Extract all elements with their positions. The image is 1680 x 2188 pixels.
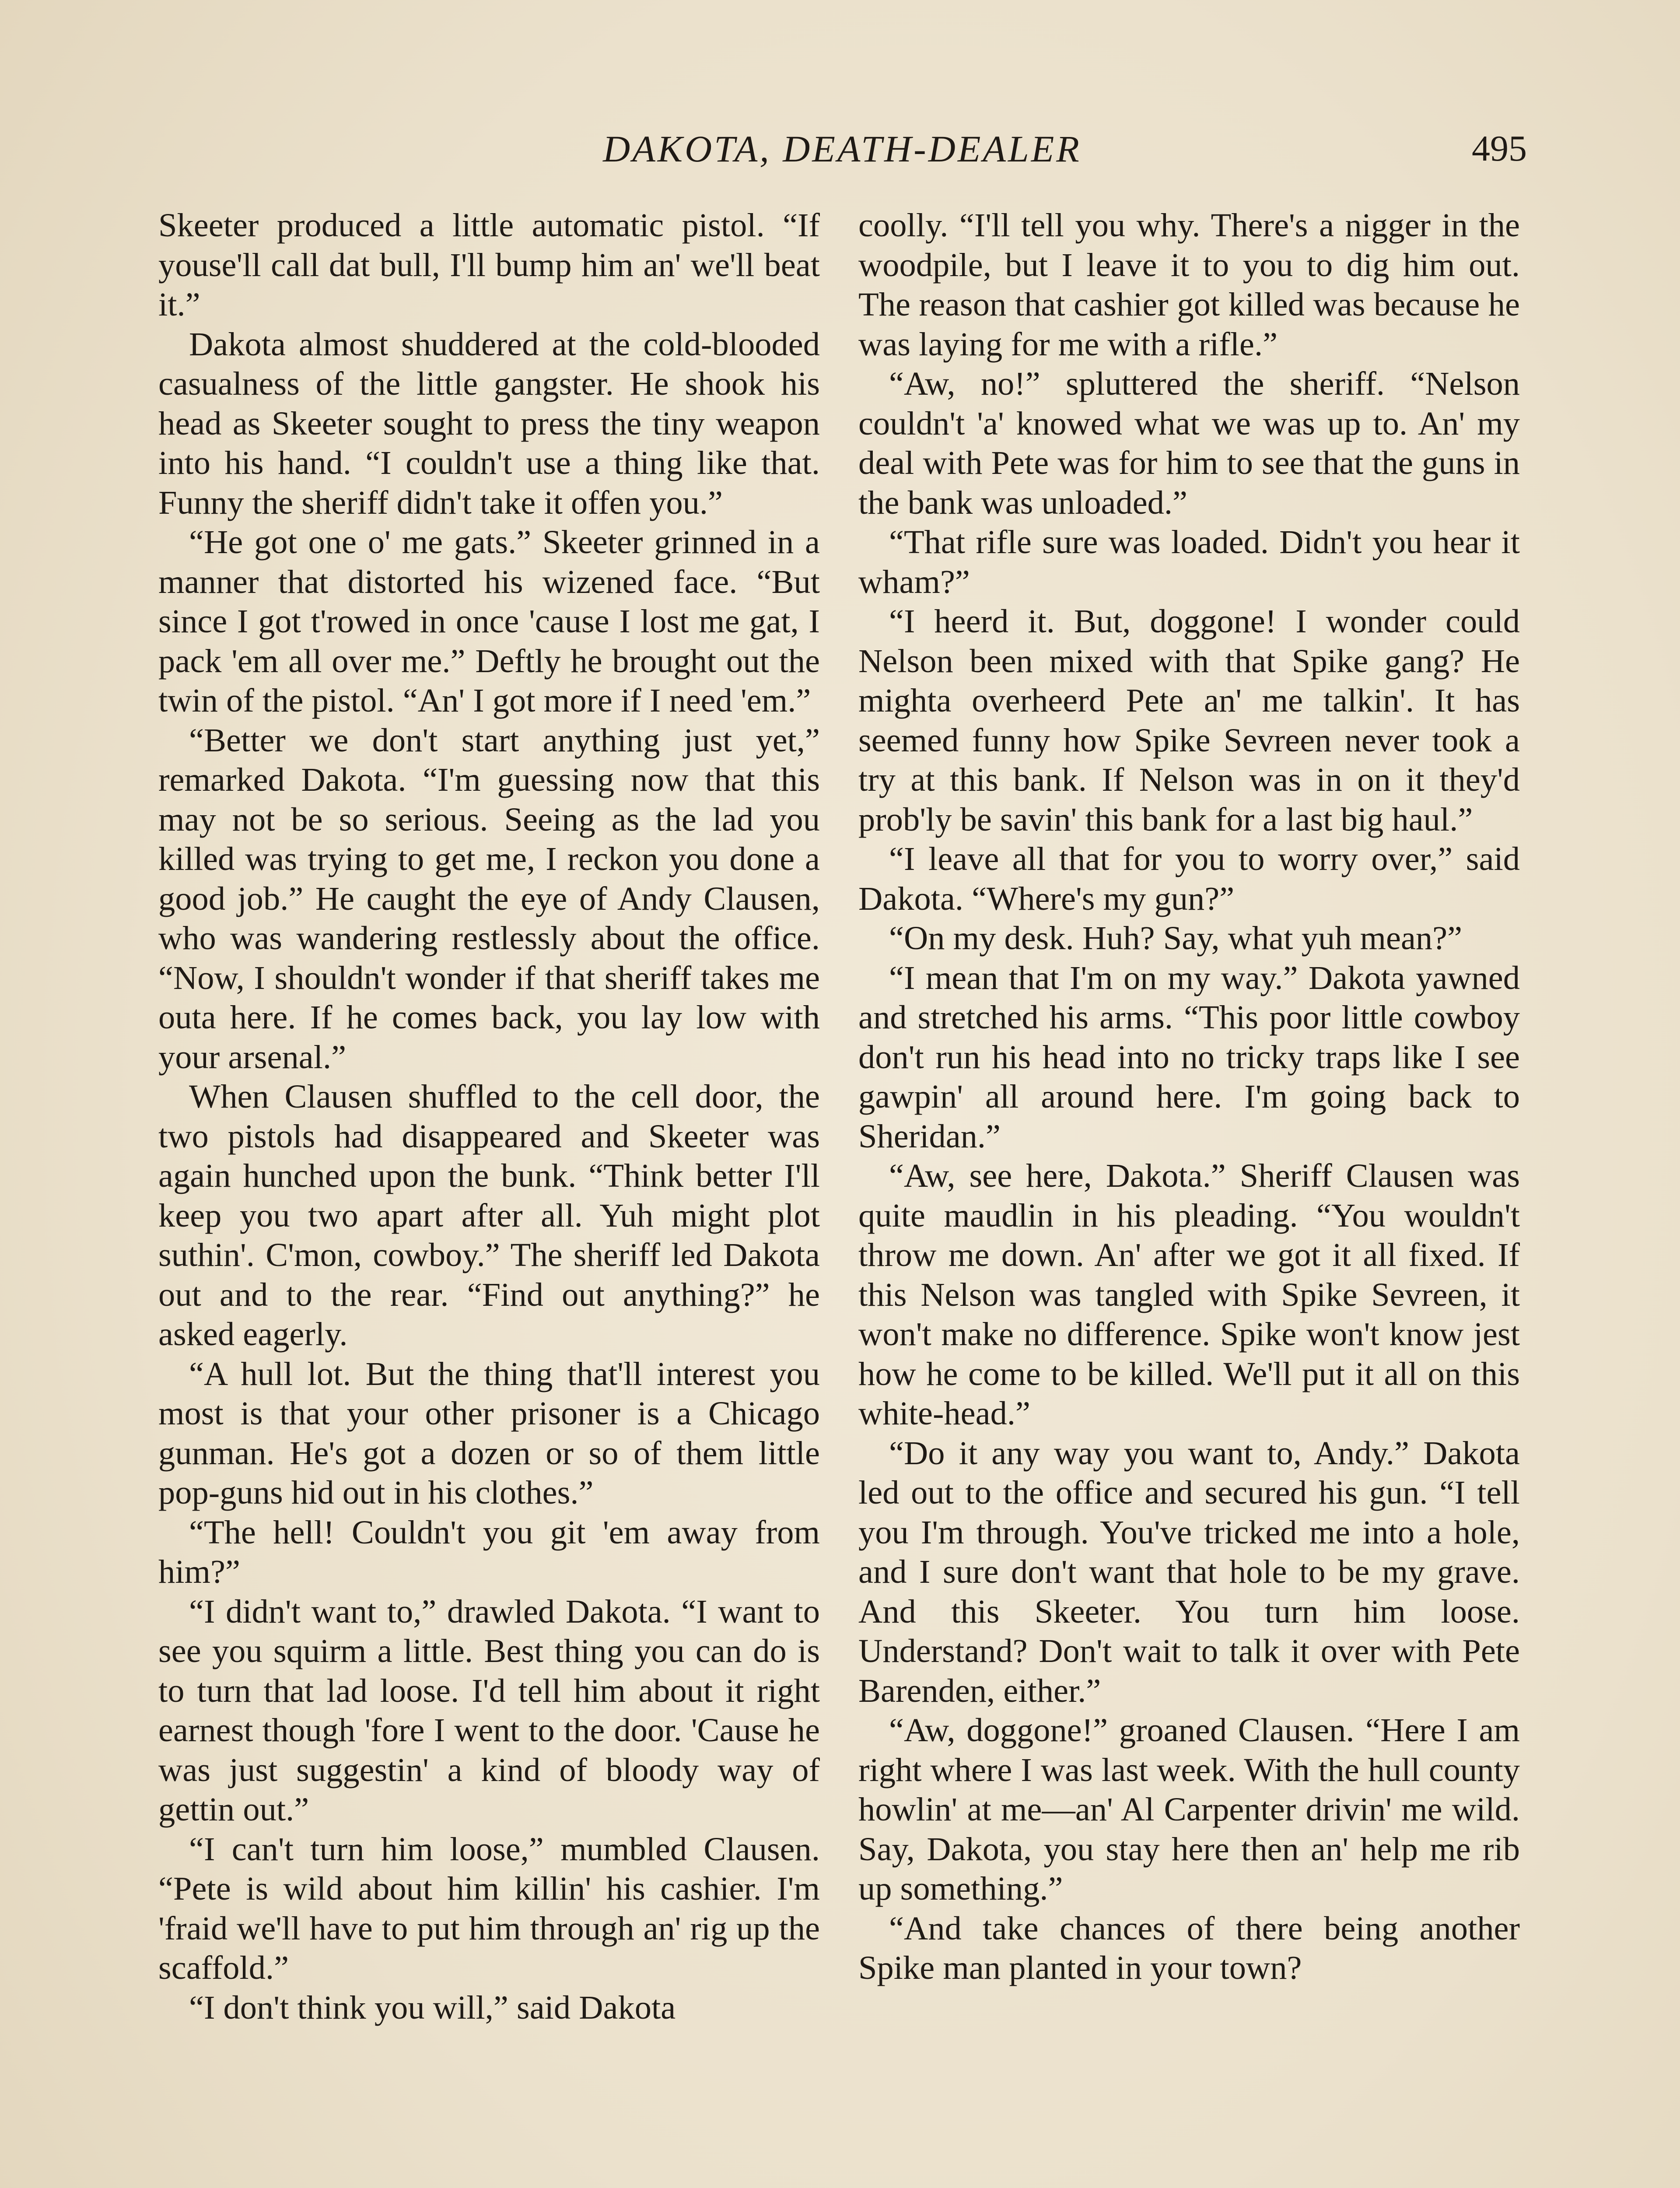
paragraph: “I didn't want to,” drawled Dakota. “I want to see you squirm a little. Best thing you can do is to turn that lad loose. I'd tell him about it right earnest though 'fore I went to the door. 'Cause he was just suggestin' a kind of bloody way of gettin out.”	[158, 1592, 820, 1828]
paragraph: “That rifle sure was loaded. Didn't you hear it wham?”	[858, 523, 1520, 600]
paragraph: “The hell! Couldn't you git 'em away from him?”	[158, 1513, 820, 1590]
right-column	[858, 206, 1520, 1988]
paragraph: “On my desk. Huh? Say, what yuh mean?”	[889, 919, 1463, 957]
paragraph: “A hull lot. But the thing that'll interest you most is that your other prisoner is a Chicago gunman. He's got a dozen or so of them little pop-guns hid out in his clothes.”	[158, 1355, 820, 1511]
paragraph: Dakota almost shuddered at the cold-blooded casualness of the little gangster. He shook his head as Skeeter sought to press the tiny weapon into his hand. “I couldn't use a thing like that. Funny the sheriff didn't take it offen you.”	[158, 325, 820, 521]
paragraph: “Aw, doggone!” groaned Clausen. “Here I am right where I was last week. With the hull county howlin' at me—an' Al Carpenter drivin' me wild. Say, Dakota, you stay here then an' help me rib up something.”	[858, 1711, 1520, 1907]
paragraph: “He got one o' me gats.” Skeeter grinned in a manner that distorted his wizened face. “But since I got t'rowed in once 'cause I lost me gat, I pack 'em all over me.” Deftly he brought out the twin of the pistol. “An' I got more if I need 'em.”	[158, 523, 820, 719]
paragraph: “Aw, no!” spluttered the sheriff. “Nelson couldn't 'a' knowed what we was up to. An' my deal with Pete was for him to see that the guns in the bank was unloaded.”	[858, 365, 1520, 521]
paragraph: When Clausen shuffled to the cell door, the two pistols had disappeared and Skeeter was again hunched upon the bunk. “Think better I'll keep you two apart after all. Yuh might plot suthin'. C'mon, cowboy.” The sheriff led Dakota out and to the rear. “Find out anything?” he asked eagerly.	[158, 1078, 820, 1353]
paragraph: “Aw, see here, Dakota.” Sheriff Clausen was quite maudlin in his pleading. “You wouldn't throw me down. An' after we got it all fixed. If this Nelson was tangled with Spike Sevreen, it won't make no difference. Spike won't know jest how he come to be killed. We'll put it all on this white-head.”	[858, 1157, 1520, 1432]
paragraph: “Do it any way you want to, Andy.” Dakota led out to the office and secured his gun. “I tell you I'm through. You've tricked me into a hole, and I sure don't want that hole to be my grave. And this Skeeter. You turn him loose. Understand? Don't wait to talk it over with Pete Barenden, either.”	[858, 1434, 1520, 1709]
left-column	[158, 206, 820, 2027]
paragraph: “I leave all that for you to worry over,” said Dakota. “Where's my gun?”	[858, 840, 1520, 917]
paragraph: Skeeter produced a little automatic pistol. “If youse'll call dat bull, I'll bump him an' we'll beat it.”	[158, 207, 820, 323]
paragraph: “I can't turn him loose,” mumbled Clausen. “Pete is wild about him killin' his cashier. I'm 'fraid we'll have to put him through an' rig up the scaffold.”	[158, 1830, 820, 1986]
paragraph: “And take chances of there being another Spike man planted in your town?	[858, 1909, 1520, 1986]
paragraph: “I mean that I'm on my way.” Dakota yawned and stretched his arms. “This poor little cowboy don't run his head into no tricky traps like I see gawpin' all around here. I'm going back to Sheridan.”	[858, 959, 1520, 1155]
paragraph: “I don't think you will,” said Dakota	[189, 1988, 676, 2026]
page-number: 495	[1472, 128, 1527, 169]
paragraph: “Better we don't start anything just yet,” remarked Dakota. “I'm guessing now that this may not be so serious. Seeing as the lad you killed was trying to get me, I reckon you done a good job.” He caught the eye of Andy Clausen, who was wandering restlessly about the office. “Now, I shouldn't wonder if that sheriff takes me outa here. If he comes back, you lay low with your arsenal.”	[158, 721, 820, 1076]
page-header	[158, 125, 1527, 173]
paragraph: coolly. “I'll tell you why. There's a nigger in the woodpile, but I leave it to you to dig him out. The reason that cashier got killed was because he was laying for me with a rifle.”	[858, 207, 1520, 363]
running-title: DAKOTA, DEATH-DEALER	[603, 128, 1082, 170]
paragraph: “I heerd it. But, doggone! I wonder could Nelson been mixed with that Spike gang? He mighta overheerd Pete an' me talkin'. It has seemed funny how Spike Sevreen never took a try at this bank. If Nelson was in on it they'd prob'ly be savin' this bank for a last big haul.”	[858, 603, 1520, 838]
